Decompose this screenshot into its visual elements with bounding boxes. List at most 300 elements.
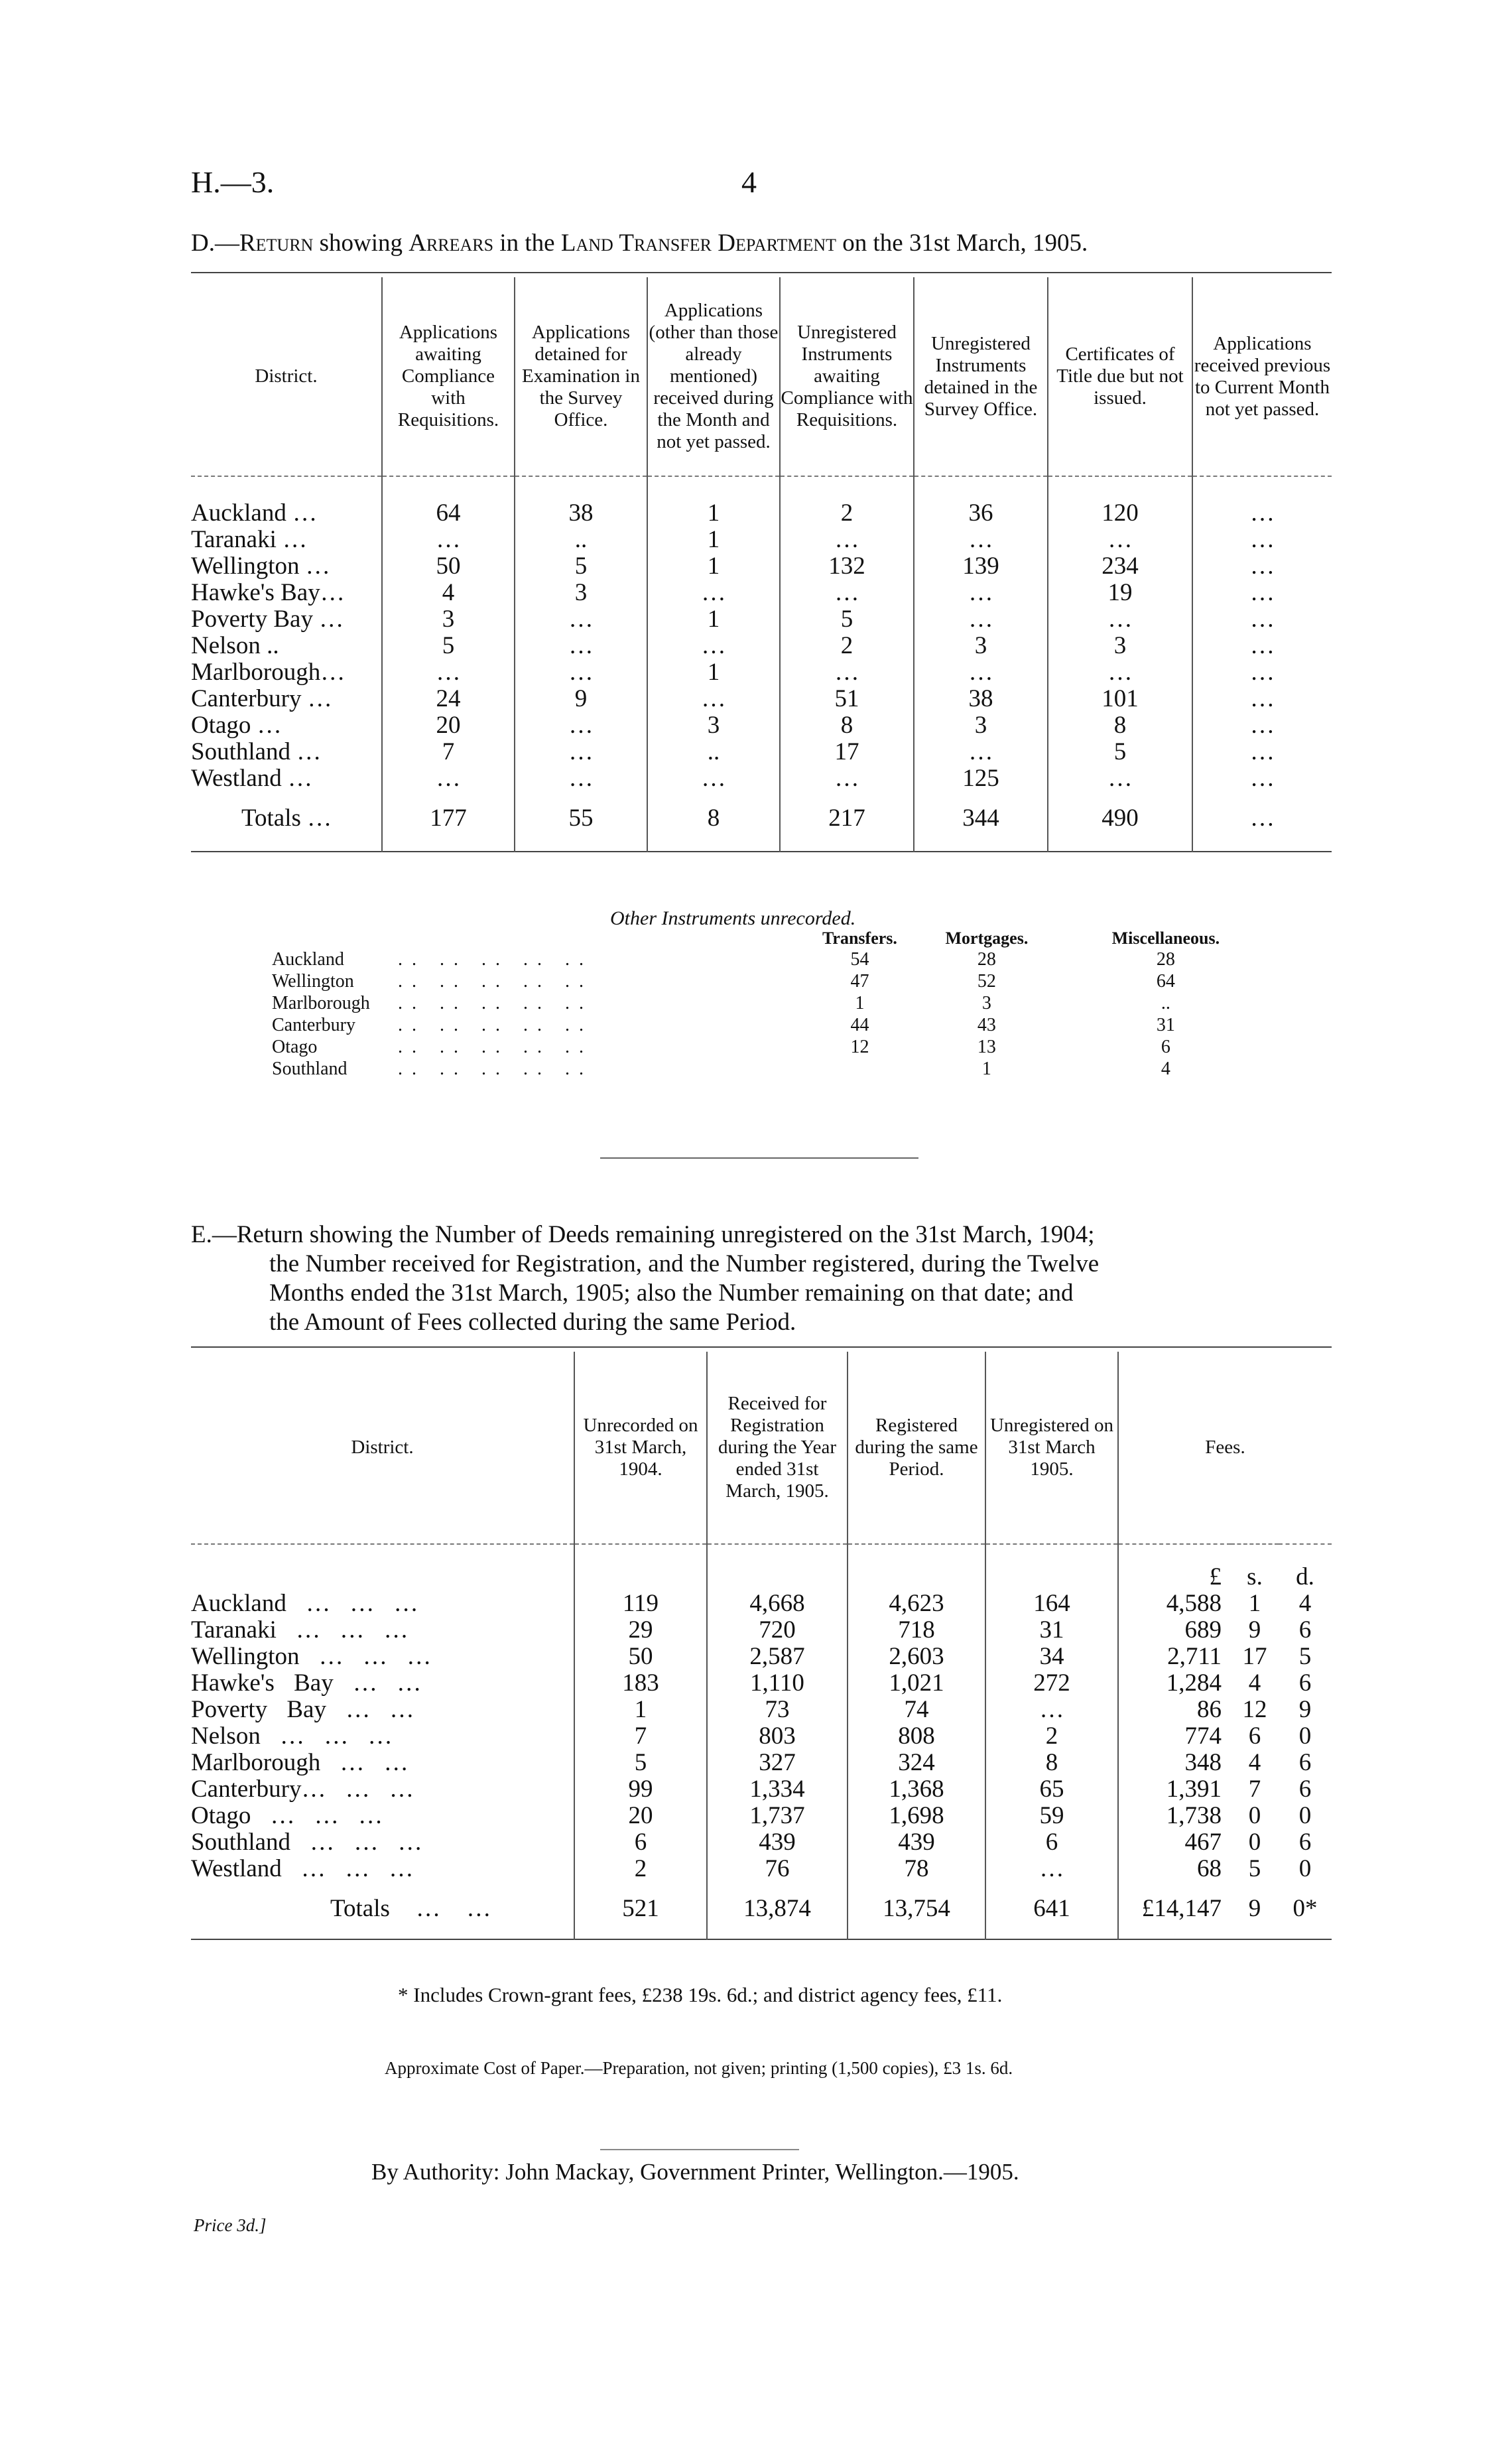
- table-cell: 36: [914, 500, 1048, 527]
- table-cell: 38: [515, 500, 647, 527]
- table-cell: 51: [780, 686, 914, 712]
- table-cell: …: [780, 765, 914, 792]
- total-cell: 13,874: [707, 1896, 848, 1922]
- table-cell: 7: [574, 1723, 707, 1750]
- district-cell: Canterbury …: [191, 685, 332, 712]
- table-row: [272, 1058, 1255, 1080]
- table-cell: 17: [1242, 1643, 1267, 1670]
- table-cell: 6: [1298, 1669, 1312, 1697]
- table-row: [191, 1697, 1332, 1723]
- table-row: [191, 1617, 1332, 1644]
- leader-dots: .. .. .. .. ..: [398, 1015, 593, 1035]
- table-e-top-rule: [191, 1346, 1332, 1348]
- table-cell: 9: [1298, 1696, 1312, 1723]
- table-cell: 6: [1298, 1749, 1312, 1776]
- column-header: District.: [255, 365, 318, 387]
- table-cell: …: [780, 659, 914, 686]
- table-cell: 50: [574, 1644, 707, 1670]
- section-divider: [600, 1157, 918, 1159]
- district-cell: Marlborough … …: [191, 1749, 409, 1776]
- table-cell: 20: [574, 1803, 707, 1829]
- table-cell: 324: [848, 1750, 985, 1776]
- table-cell: 6: [574, 1829, 707, 1856]
- table-cell: 13: [977, 1037, 996, 1057]
- table-cell: 4: [1161, 1059, 1170, 1079]
- table-cell: 8: [985, 1750, 1118, 1776]
- table-cell: 4: [382, 580, 515, 606]
- totals-label: Totals …: [241, 805, 332, 832]
- title-word: Land Transfer Department: [560, 229, 837, 257]
- column-header: Registered during the same Period.: [848, 1352, 985, 1544]
- table-cell: ..: [1161, 993, 1170, 1013]
- table-cell: 65: [985, 1776, 1118, 1803]
- table-cell: 34: [985, 1644, 1118, 1670]
- table-row: [191, 1723, 1332, 1750]
- spacer-row: [191, 832, 1332, 852]
- table-row: [272, 1014, 1255, 1036]
- district-cell: Nelson … … …: [191, 1722, 393, 1750]
- table-cell: 6: [1248, 1722, 1261, 1750]
- column-header: Fees.: [1118, 1352, 1332, 1544]
- table-cell: …: [1192, 553, 1332, 580]
- table-cell: 76: [707, 1856, 848, 1882]
- table-cell: 5: [515, 553, 647, 580]
- table-cell: 7: [382, 739, 515, 765]
- table-cell: …: [914, 580, 1048, 606]
- table-cell: 1: [981, 1059, 991, 1079]
- table-row: [272, 948, 1255, 970]
- table-cell: 101: [1048, 686, 1192, 712]
- column-header: Unrecorded on 31st March, 1904.: [574, 1352, 707, 1544]
- table-row: [272, 1036, 1255, 1058]
- cost-note: Approximate Cost of Paper.—Preparation, not given; printing (1,500 copies), £3 1s. 6d.: [385, 2058, 1013, 2078]
- title-line: the Amount of Fees collected during the same Period.: [269, 1309, 796, 1336]
- table-cell: 1: [647, 606, 780, 633]
- table-row: [191, 527, 1332, 553]
- district-cell: Poverty Bay …: [191, 606, 344, 633]
- leader-dots: .. .. .. .. ..: [398, 993, 593, 1013]
- total-cell: 8: [647, 805, 780, 832]
- table-cell: 7: [1248, 1776, 1261, 1803]
- table-cell: 803: [707, 1723, 848, 1750]
- return-e-table: [191, 1352, 1332, 1940]
- table-cell: 52: [977, 971, 996, 992]
- column-header: Applications received previous to Current Month not yet passed.: [1192, 277, 1332, 476]
- table-cell: 718: [848, 1617, 985, 1644]
- price-note: Price 3d.]: [194, 2215, 267, 2235]
- table-cell: 2,711: [1118, 1644, 1231, 1670]
- total-cell: 13,754: [848, 1896, 985, 1922]
- table-cell: 0: [1298, 1722, 1312, 1750]
- total-cell: £14,147: [1118, 1896, 1231, 1922]
- table-cell: 1: [855, 993, 865, 1013]
- table-cell: …: [780, 527, 914, 553]
- total-cell: 521: [574, 1896, 707, 1922]
- column-header: Transfers.: [822, 929, 897, 948]
- totals-row: [191, 805, 1332, 832]
- table-cell: 59: [985, 1803, 1118, 1829]
- table-cell: 1,334: [707, 1776, 848, 1803]
- total-cell: 0*: [1292, 1895, 1318, 1922]
- table-cell: 3: [914, 633, 1048, 659]
- table-cell: 774: [1118, 1723, 1231, 1750]
- table-row: [191, 1829, 1332, 1856]
- table-cell: 439: [707, 1829, 848, 1856]
- table-cell: 272: [985, 1670, 1118, 1697]
- table-cell: 31: [1156, 1015, 1175, 1035]
- table-row: [191, 765, 1332, 792]
- other-instruments-caption: Other Instruments unrecorded.: [610, 907, 856, 929]
- total-cell: 641: [985, 1896, 1118, 1922]
- district-cell: Auckland … … …: [191, 1590, 418, 1617]
- spacer-row: [191, 476, 1332, 500]
- table-cell: 50: [382, 553, 515, 580]
- table-cell: …: [1192, 659, 1332, 686]
- column-header: Miscellaneous.: [1111, 929, 1220, 948]
- column-header: Mortgages.: [945, 929, 1029, 948]
- title-line: Months ended the 31st March, 1905; also the Number remaining on that date; and: [269, 1279, 1074, 1307]
- district-cell: Canterbury: [272, 1015, 355, 1035]
- table-cell: 2: [780, 633, 914, 659]
- district-cell: Wellington …: [191, 552, 330, 580]
- table-cell: …: [1192, 527, 1332, 553]
- table-cell: 29: [574, 1617, 707, 1644]
- table-cell: 4: [1248, 1669, 1261, 1697]
- total-cell: 55: [515, 805, 647, 832]
- table-cell: 2: [780, 500, 914, 527]
- table-cell: 1,391: [1118, 1776, 1231, 1803]
- district-cell: Westland … … …: [191, 1855, 414, 1882]
- table-cell: …: [1048, 659, 1192, 686]
- table-cell: 6: [1298, 1776, 1312, 1803]
- column-header: Applications awaiting Compliance with Requisitions.: [382, 277, 515, 476]
- column-header: Received for Registration during the Year ended 31st March, 1905.: [707, 1352, 848, 1544]
- title-word: Return: [239, 229, 314, 257]
- district-cell: Taranaki … … …: [191, 1616, 409, 1644]
- table-cell: …: [382, 527, 515, 553]
- district-cell: Wellington: [272, 971, 354, 992]
- leader-dots: .. .. .. .. ..: [398, 949, 593, 970]
- table-cell: 17: [780, 739, 914, 765]
- table-cell: 8: [780, 712, 914, 739]
- table-cell: 4: [1298, 1590, 1312, 1617]
- table-cell: …: [1192, 580, 1332, 606]
- district-cell: Southland: [272, 1059, 347, 1079]
- district-cell: Otago … … …: [191, 1802, 383, 1829]
- district-cell: Otago …: [191, 712, 282, 739]
- total-cell: 177: [382, 805, 515, 832]
- table-cell: 125: [914, 765, 1048, 792]
- table-row: [191, 1670, 1332, 1697]
- table-cell: 0: [1248, 1829, 1261, 1856]
- district-cell: Auckland …: [191, 499, 318, 527]
- table-cell: 9: [1248, 1616, 1261, 1644]
- table-row: [191, 580, 1332, 606]
- table-cell: 119: [574, 1590, 707, 1617]
- table-row: [191, 1803, 1332, 1829]
- table-cell: 99: [574, 1776, 707, 1803]
- table-cell: 3: [981, 993, 991, 1013]
- total-cell: 490: [1048, 805, 1192, 832]
- total-cell: …: [1192, 805, 1332, 832]
- table-cell: …: [515, 765, 647, 792]
- table-cell: 1,698: [848, 1803, 985, 1829]
- table-cell: 1: [647, 527, 780, 553]
- table-cell: 68: [1118, 1856, 1231, 1882]
- table-cell: …: [515, 633, 647, 659]
- table-cell: …: [1192, 686, 1332, 712]
- table-cell: [822, 1058, 897, 1080]
- table-cell: 139: [914, 553, 1048, 580]
- table-cell: 234: [1048, 553, 1192, 580]
- table-cell: …: [647, 580, 780, 606]
- table-cell: 164: [985, 1590, 1118, 1617]
- table-cell: 2: [574, 1856, 707, 1882]
- table-cell: …: [382, 765, 515, 792]
- column-header: Applications detained for Examination in the Survey Office.: [515, 277, 647, 476]
- district-cell: Canterbury… … …: [191, 1776, 414, 1803]
- table-cell: …: [914, 659, 1048, 686]
- table-cell: 28: [1156, 949, 1175, 970]
- table-cell: …: [515, 712, 647, 739]
- table-cell: 132: [780, 553, 914, 580]
- table-cell: 6: [1161, 1037, 1170, 1057]
- table-cell: 64: [382, 500, 515, 527]
- table-cell: 44: [850, 1015, 869, 1035]
- table-row: [191, 1856, 1332, 1882]
- table-cell: 3: [647, 712, 780, 739]
- table-row: [191, 686, 1332, 712]
- table-cell: 54: [850, 949, 869, 970]
- table-cell: 3: [914, 712, 1048, 739]
- table-cell: 4,588: [1118, 1590, 1231, 1617]
- table-cell: 120: [1048, 500, 1192, 527]
- table-cell: 28: [977, 949, 996, 970]
- footnote: * Includes Crown-grant fees, £238 19s. 6d.; and district agency fees, £11.: [398, 1983, 1003, 2006]
- table-cell: …: [914, 739, 1048, 765]
- printer-authority: By Authority: John Mackay, Government Printer, Wellington.—1905.: [371, 2159, 1019, 2185]
- title-word: Arrears: [409, 229, 494, 257]
- table-cell: ..: [647, 739, 780, 765]
- table-row: [191, 1776, 1332, 1803]
- totals-row: [191, 1896, 1332, 1922]
- table-cell: …: [780, 580, 914, 606]
- table-cell: 6: [1298, 1829, 1312, 1856]
- table-row: [191, 633, 1332, 659]
- table-cell: 1: [647, 500, 780, 527]
- authority-divider: [600, 2149, 799, 2150]
- fee-unit-label: s.: [1247, 1563, 1263, 1590]
- table-cell: 3: [515, 580, 647, 606]
- return-d-title: [191, 229, 1332, 258]
- table-cell: 1: [647, 553, 780, 580]
- table-bottom-rule: [191, 1939, 1332, 1940]
- table-cell: 1,737: [707, 1803, 848, 1829]
- table-cell: 1,368: [848, 1776, 985, 1803]
- table-cell: 64: [1156, 971, 1175, 992]
- table-cell: 5: [574, 1750, 707, 1776]
- table-row: [191, 1644, 1332, 1670]
- table-cell: 467: [1118, 1829, 1231, 1856]
- table-cell: …: [985, 1856, 1118, 1882]
- column-header: Unregistered Instruments awaiting Compliance with Requisitions.: [780, 277, 914, 476]
- table-cell: 2,587: [707, 1644, 848, 1670]
- table-cell: …: [1048, 527, 1192, 553]
- table-cell: 8: [1048, 712, 1192, 739]
- table-cell: 19: [1048, 580, 1192, 606]
- table-cell: 808: [848, 1723, 985, 1750]
- table-cell: …: [1192, 606, 1332, 633]
- leader-dots: .. .. .. .. ..: [398, 971, 593, 992]
- table-cell: 1: [574, 1697, 707, 1723]
- district-cell: Hawke's Bay…: [191, 579, 345, 606]
- table-cell: 2: [985, 1723, 1118, 1750]
- table-row: [191, 500, 1332, 527]
- table-cell: …: [515, 606, 647, 633]
- table-cell: 43: [977, 1015, 996, 1035]
- table-row: [272, 992, 1255, 1014]
- district-cell: Hawke's Bay … …: [191, 1669, 422, 1697]
- table-cell: 86: [1118, 1697, 1231, 1723]
- column-header: Unregistered Instruments detained in the Survey Office.: [914, 277, 1048, 476]
- table-cell: 12: [1242, 1696, 1267, 1723]
- table-cell: 20: [382, 712, 515, 739]
- table-row: [191, 1590, 1332, 1617]
- fee-units-row: [191, 1544, 1332, 1590]
- table-row: [191, 606, 1332, 633]
- leader-dots: .. .. .. .. ..: [398, 1059, 593, 1079]
- table-cell: 1,738: [1118, 1803, 1231, 1829]
- column-header: District.: [351, 1437, 414, 1458]
- table-cell: 24: [382, 686, 515, 712]
- table-cell: 1: [647, 659, 780, 686]
- table-cell: 38: [914, 686, 1048, 712]
- total-cell: 217: [780, 805, 914, 832]
- table-cell: 4,668: [707, 1590, 848, 1617]
- table-cell: …: [1192, 765, 1332, 792]
- table-cell: …: [1192, 712, 1332, 739]
- table-cell: 5: [780, 606, 914, 633]
- district-cell: Poverty Bay … …: [191, 1696, 414, 1723]
- table-cell: …: [382, 659, 515, 686]
- title-text: in the: [493, 229, 561, 257]
- document-reference: H.—3.: [191, 165, 275, 199]
- table-cell: …: [647, 765, 780, 792]
- table-cell: 1,021: [848, 1670, 985, 1697]
- table-cell: …: [647, 633, 780, 659]
- table-cell: 439: [848, 1829, 985, 1856]
- table-cell: …: [515, 739, 647, 765]
- table-d-top-rule: [191, 272, 1332, 273]
- title-line: E.—Return showing the Number of Deeds remaining unregistered on the 31st March, 1904;: [191, 1221, 1095, 1248]
- table-row: [191, 1750, 1332, 1776]
- table-cell: …: [1048, 606, 1192, 633]
- table-cell: 3: [382, 606, 515, 633]
- column-header: Applications (other than those already mentioned) received during the Month and not yet passed.: [647, 277, 780, 476]
- table-cell: 6: [985, 1829, 1118, 1856]
- table-cell: …: [914, 606, 1048, 633]
- total-cell: 344: [914, 805, 1048, 832]
- title-prefix: D.—: [191, 229, 239, 257]
- district-cell: Southland …: [191, 738, 322, 765]
- table-cell: 9: [515, 686, 647, 712]
- table-cell: …: [914, 527, 1048, 553]
- table-cell: …: [1048, 765, 1192, 792]
- district-cell: Taranaki …: [191, 526, 308, 553]
- return-d-table: [191, 277, 1332, 852]
- table-cell: …: [515, 659, 647, 686]
- table-cell: 348: [1118, 1750, 1231, 1776]
- table-cell: 0: [1298, 1855, 1312, 1882]
- table-row: [191, 659, 1332, 686]
- table-cell: …: [1192, 633, 1332, 659]
- column-header: Unregistered on 31st March 1905.: [985, 1352, 1118, 1544]
- table-cell: 3: [1048, 633, 1192, 659]
- table-cell: 5: [382, 633, 515, 659]
- fee-unit-label: £: [1118, 1544, 1231, 1590]
- leader-dots: .. .. .. .. ..: [398, 1037, 593, 1057]
- table-cell: 2,603: [848, 1644, 985, 1670]
- table-row: [191, 712, 1332, 739]
- table-cell: 183: [574, 1670, 707, 1697]
- table-cell: 4,623: [848, 1590, 985, 1617]
- table-cell: 0: [1298, 1802, 1312, 1829]
- fee-unit-label: d.: [1296, 1563, 1314, 1590]
- table-cell: 12: [850, 1037, 869, 1057]
- district-cell: Auckland: [272, 949, 344, 970]
- totals-label: Totals … …: [330, 1895, 491, 1922]
- district-cell: Westland …: [191, 765, 313, 792]
- total-cell: 9: [1248, 1895, 1261, 1922]
- table-cell: …: [647, 686, 780, 712]
- title-suffix: on the 31st March, 1905.: [836, 229, 1088, 257]
- table-cell: 5: [1248, 1855, 1261, 1882]
- table-cell: 1,110: [707, 1670, 848, 1697]
- other-instruments-table: [272, 929, 1255, 1080]
- table-cell: 1,284: [1118, 1670, 1231, 1697]
- table-cell: …: [1192, 739, 1332, 765]
- table-cell: 327: [707, 1750, 848, 1776]
- district-cell: Otago: [272, 1037, 318, 1057]
- table-cell: 720: [707, 1617, 848, 1644]
- title-line: the Number received for Registration, and the Number registered, during the Twelve: [269, 1250, 1100, 1277]
- table-cell: 689: [1118, 1617, 1231, 1644]
- page-number: 4: [741, 165, 757, 199]
- table-cell: 1: [1248, 1590, 1261, 1617]
- table-cell: 31: [985, 1617, 1118, 1644]
- table-cell: ..: [515, 527, 647, 553]
- table-cell: …: [985, 1697, 1118, 1723]
- table-cell: 4: [1248, 1749, 1261, 1776]
- district-cell: Marlborough…: [191, 659, 346, 686]
- table-cell: 73: [707, 1697, 848, 1723]
- column-header: Certificates of Title due but not issued.: [1048, 277, 1192, 476]
- table-cell: 47: [850, 971, 869, 992]
- table-row: [191, 553, 1332, 580]
- table-row: [191, 739, 1332, 765]
- spacer-row: [191, 792, 1332, 805]
- table-cell: 6: [1298, 1616, 1312, 1644]
- district-cell: Southland … … …: [191, 1829, 422, 1856]
- return-e-title: [191, 1220, 1332, 1337]
- district-cell: Marlborough: [272, 993, 370, 1013]
- table-cell: 5: [1048, 739, 1192, 765]
- table-cell: 78: [848, 1856, 985, 1882]
- title-text: showing: [313, 229, 409, 257]
- table-cell: 74: [848, 1697, 985, 1723]
- table-cell: 0: [1248, 1802, 1261, 1829]
- table-cell: 5: [1298, 1643, 1312, 1670]
